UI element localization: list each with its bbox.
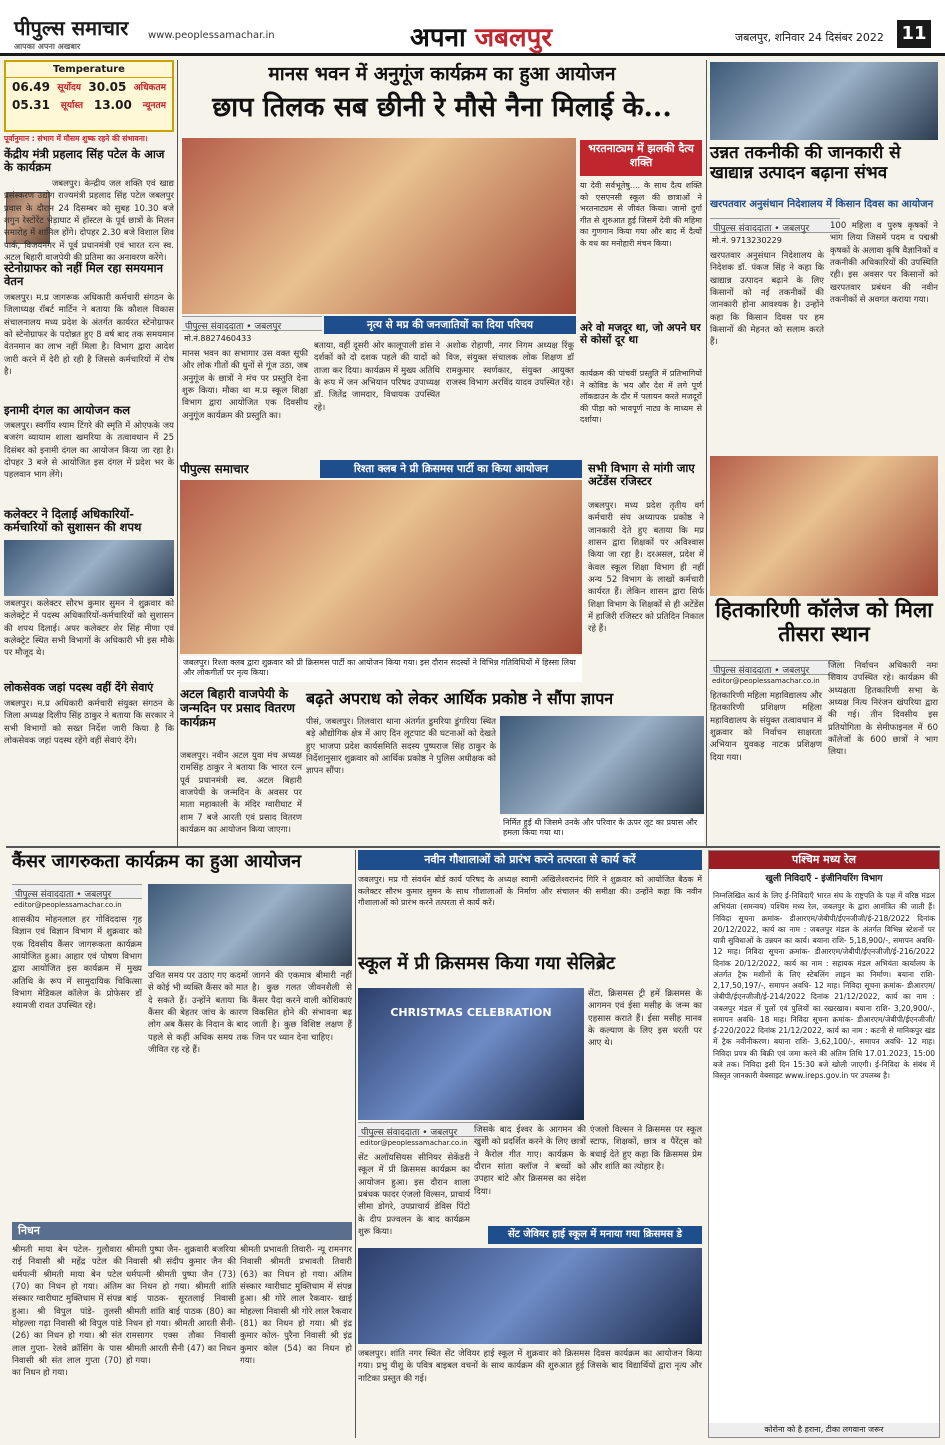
steno-body: जबलपुर। म.प्र जागरूक अधिकारी कर्मचारी संगठन के जिलाध्यक्ष रॉबर्ट मार्टिन ने बताया कि कौशल विकास संचालनालय मध्य प्रदेश के अंतर्गत कार्यरत स्टेनोग्राफर को स्टेनोग्राफर के पदोन्नत हुए 8 वर्ष बाद तक समयमान वेतनमान का लाभ नहीं मिला है। विभाग द्वारा आदेश जारी करने में देरी हो रही है जिससे कर्मचारियों में रोष है।	[4, 293, 174, 377]
obituary-col-2: श्रीमती पुष्पा जैन- शुक्रवारी बजरिया निवासी श्री संदीप कुमार जैन की धर्मपत्नी श्रीमती पुष्पा जैन (73) का निधन हो गया। श्रीमती शांति बाई पाठक- सूरतलाई निवासी श्रीमती शांति बाई पाठक (80) का निधन हो गया। श्रीमती आरती सैनी- रामसागर एक्स तौका निवासी श्रीमती आरती सैनी (47) का निधन हो गया।	[126, 1245, 236, 1366]
lead-banner: नृत्य से मप्र की जनजातियों का दिया परिचय	[324, 316, 576, 334]
farmers-col-1: खरपतवार अनुसंधान निदेशालय के निदेशक डॉ. पंकज सिंह ने कहा कि खाद्यान्न उत्पादन बढ़ाने के लिए किसानों को नई तकनीकों की जानकारी होना आवश्यक है। उन्होंने कहा कि किसान दिवस पर हम किसानों की मेहनत को सलाम करते हैं।	[710, 251, 824, 348]
school-side: सेंटा, क्रिसमस ट्री हमें क्रिसमस के आगमन एवं ईसा मसीह के जन्म का एहसास कराते हैं। ईसा मसीह मानव के कल्याण के लिए इस धरती पर आए थे।	[588, 989, 702, 1049]
xavier-body: जबलपुर। शांति नगर स्थित सेंट जेवियर हाई स्कूल में शुक्रवार को क्रिसमस दिवस कार्यक्रम का आयोजन किया गया। प्रभु यीशु के पवित्र बाइबल वचनों के साथ कार्यक्रम की शुरुआत हुई जिसके बाद विद्यार्थियों द्वारा नृत्य और नाटिका प्रस्तुत की गई।	[358, 1349, 702, 1384]
oath-body: जबलपुर। कलेक्टर सौरभ कुमार सुमन ने शुक्रवार को कलेक्ट्रेट में पदस्थ अधिकारियों-कर्मचारियों को सुशासन की शपथ दिलाई। अपर कलेक्टर शेर सिंह मीणा एवं कलेक्ट्रेट स्थित सभी विभागों के अधिकारी भी इस मौके पर मौजूद थे।	[4, 599, 174, 659]
railway-tender-box	[708, 850, 940, 1438]
obituary-title: निधन	[12, 1222, 352, 1240]
cancer-col-3: जागने की एकमात्र बीमारी नहीं है। कुछ गलत जीवनशैली से कैंसर पैदा करने वाली कोशिकाएं विकसित होने की संभावना बढ़ जाती है। कुछ विशिष्ट लक्षण हैं जिन पर ध्यान देना चाहिए।	[252, 971, 352, 1043]
college-headline: हितकारिणी कॉलेज को मिला तीसरा स्थान	[715, 597, 933, 647]
farmers-subheadline: खरपतवार अनुसंधान निदेशालय में किसान दिवस का आयोजन	[710, 199, 934, 210]
dangal-headline: इनामी दंगल का आयोजन कल	[4, 403, 131, 417]
section-rule	[6, 846, 940, 848]
minister-headline: केंद्रीय मंत्री प्रहलाद सिंह पटेल के आज के कार्यक्रम	[4, 147, 165, 175]
college-photo	[710, 456, 938, 596]
dangal-body: जबलपुर। स्वर्गीय श्याम टिंगरे की स्मृति में ओएफके जय बजरंग व्यायाम शाला खमरिया के तत्वावधान में 25 दिसंबर को इनामी दंगल का आयोजन किया जा रहा है। दोपहर 3 बजे से आयोजित इस दंगल में प्रदेश भर के पहलवान भाग लेंगे।	[4, 421, 174, 481]
newspaper-logo: पीपुल्स समाचार आपका अपना अखबार	[14, 16, 129, 51]
lead-kicker: मानस भवन में अनुगूंज कार्यक्रम का हुआ आयोजन	[268, 63, 616, 85]
lead-col-3: अशोक रोहाणी, नगर निगम अध्यक्ष रिंकू विज, संयुक्त संचालक लोक शिक्षण डॉ रामकुमार स्वर्णकार, संयुक्त आयुक्त राजस्व विभाग अरविंद यादव उपस्थित रहे।	[446, 341, 574, 388]
weather-forecast: पूर्वानुमान : संभाग में मौसम शुष्क रहने की संभावना।	[4, 134, 148, 143]
xavier-bar: सेंट जेवियर हाई स्कूल में मनाया गया क्रिसमस डे	[488, 1226, 702, 1244]
school-byline: पीपुल्स संवाददाता • जबलपुर	[358, 1122, 488, 1137]
atal-headline: अटल बिहारी वाजपेयी के जन्मदिन पर प्रसाद वितरण कार्यक्रम	[180, 687, 295, 729]
club-caption: जबलपुर। रिश्ता क्लब द्वारा शुक्रवार को प्री क्रिसमस पार्टी का आयोजन किया गया। इस दौरान सदस्यों ने विभिन्न गतिविधियों में हिस्सा लिया और लोकगीतों पर नृत्य किया।	[180, 656, 582, 682]
obituary-col-1: श्रीमती माया बेन पटेल- गुलौवारा राई निवासी श्री महेंद्र पटेल की धर्मपत्नी श्रीमती माया बेन पटेल (70) का निधन हो गया। अंतिम संस्कार ग्वारीघाट मुक्तिधाम में संपन्न हुआ। श्री विपुल पांडे- तुलसी मोहल्ला गढ़ा निवासी श्री विपुल पांडे (26) का निधन हो गया। श्री संत लाल गुप्ता- रेलवे क्रॉसिंग के पास निवासी श्री संत लाल गुप्ता (70) का निधन हो गया।	[12, 1245, 122, 1379]
xavier-photo	[358, 1248, 702, 1344]
college-col-2: जिला निर्वाचन अधिकारी नमः शिवाय उपस्थित रहे। कार्यक्रम की अध्यक्षता हितकारिणी सभा के अध्यक्ष नित्य निरंजन खंपरिया द्वारा की गई। तीन दिवसीय इस प्रतियोगिता के सेमीफाइनल में 60 कॉलेजों के 600 छात्रों ने भाग लिया।	[828, 661, 938, 758]
side-box-text: या देवी सर्वभूतेषु.... के साथ दैत्य शक्ति को एसएनसी स्कूल की छात्राओं ने भरतनाट्यम से जीवंत किया। जामो दुर्गा गीत से शुरुआत हुई जिसमें देवी की महिमा का गुणगान किया गया और बाद में दैत्यों के वध का मनोहारी मंचन किया।	[580, 181, 702, 248]
public-servant-headline: लोकसेवक जहां पदस्थ वहीं देंगे सेवाएं	[4, 681, 154, 694]
sunrise-row: 06.49 सूर्योदय 30.05 अधिकतम	[12, 80, 166, 94]
school-photo-banner: CHRISTMAS CELEBRATION	[390, 1006, 552, 1019]
atal-body: जबलपुर। नवीन अटल युवा मंच अध्यक्ष रामसिंह ठाकुर ने बताया कि भारत रत्न पूर्व प्रधानमंत्री स्व. अटल बिहारी वाजपेयी के जन्मदिन के अवसर पर माता महाकाली के मंदिर ग्वारीघाट में शाम 7 बजे आरती एवं प्रसाद वितरण कार्यक्रम का आयोजन किया जाएगा।	[180, 751, 302, 835]
club-logo: पीपुल्स समाचार	[180, 462, 249, 476]
school-col-2: जिसके बाद ईश्वर के आगमन की खुशी को प्रदर्शित करने के लिए छात्रों ने कैरोल गीत गाए। कार्यक्रम के दौरान सांता क्लॉज ने बच्चों को उपहार बांटे और क्रिसमस का संदेश दिया।	[474, 1125, 586, 1197]
lead-dance-photo	[182, 138, 576, 314]
issue-date: जबलपुर, शनिवार 24 दिसंबर 2022	[735, 31, 884, 44]
lead-headline: छाप तिलक सब छीनी रे मौसे नैना मिलाई के...	[212, 92, 672, 123]
farmers-mobile: मो.नं. 9713230229	[712, 236, 782, 245]
column-rule	[355, 850, 356, 1438]
lead-byline: पीपुल्स संवाददाता • जबलपुर	[182, 316, 322, 331]
lead-mobile: मो.नं.8827460433	[184, 334, 252, 343]
website-url[interactable]: www.peoplessamachar.in	[148, 30, 275, 41]
cancer-email[interactable]: editor@peoplessamachar.co.in	[14, 901, 122, 909]
weather-box	[4, 60, 174, 132]
school-col-3: एंजलो विल्सन ने क्रिसमस पर स्कूल स्टाफ, शिक्षकों, छात्र व पैरेंट्स को बधाई देते हुए कहा कि क्रिसमस प्रेम और शांति का त्योहार है।	[590, 1125, 702, 1172]
cancer-headline: कैंसर जागरुकता कार्यक्रम का हुआ आयोजन	[12, 851, 302, 872]
gaushala-body: जबलपुर। मप्र गौ संवर्धन बोर्ड कार्य परिषद के अध्यक्ष स्वामी अखिलेश्वरानंद गिरि ने शुक्रवार को आयोजित बैठक में कलेक्टर सौरभ कुमार सुमन के साथ गौशालाओं के निर्माण और संचालन की समीक्षा की। उन्होंने कहा कि नवीन गौशालाओं को प्रारंभ करने तत्परता से कार्य करें।	[358, 875, 702, 908]
column-rule	[177, 60, 178, 846]
cancer-col-1: शासकीय मोहनलाल हर गोविंददास गृह विज्ञान एवं विज्ञान विभाग में शुक्रवार को एक दिवसीय कैंसर जागरूकता कार्यक्रम आयोजित हुआ। आहार एवं पोषण विभाग द्वारा आयोजित इस कार्यक्रम में मुख्य अतिथि के रूप में सामुदायिक चिकित्सा विभाग मेडिकल कॉलेज के प्रोफेसर डॉ श्यामजी रावत उपस्थित रहे।	[12, 915, 142, 1012]
crime-caption: निर्मित हुई थी जिसमे उनके और परिवार के ऊपर लूट का प्रयास और हमला किया गया था।	[500, 816, 704, 842]
college-col-1: हितकारिणी महिला महाविद्यालय और हितकारिणी प्रशिक्षण महिला महाविद्यालय के संयुक्त तत्वावधान में शुक्रवार को निर्वाचन साक्षरता अभियान युवकड़ नाटक प्रशिक्षण दिया गया।	[710, 691, 822, 763]
gaushala-headline: नवीन गौशालाओं को प्रारंभ करने तत्परता से कार्य करें	[358, 850, 702, 870]
college-email[interactable]: editor@peoplessamachar.co.in	[712, 677, 820, 685]
side-box-title: भरतनाट्यम में झलकी दैत्य शक्ति	[580, 140, 702, 176]
farmers-byline: पीपुल्स संवाददाता • जबलपुर	[710, 218, 840, 233]
section-title: अपना जबलपुर	[410, 23, 553, 53]
side-box-title-2: अरे वो मजदूर था, जो अपने घर से कोसों दूर था	[580, 322, 701, 347]
crime-body: पीसं, जबलपुर। तिलवारा थाना अंतर्गत डुमरिया डुंगरिया स्थित बड़े औद्योगिक क्षेत्र में आए दिन लूटपाट की घटनाओं को देखते हुए भाजपा प्रदेश कार्यसमिति सदस्य पुष्पराज सिंह ठाकुर के निर्देशानुसार शुक्रवार को आर्थिक प्रकोष्ठ ने पुलिस अधीक्षक को ज्ञापन सौंपा।	[306, 717, 496, 777]
crime-headline: बढ़ते अपराध को लेकर आर्थिक प्रकोष्ठ ने सौंपा ज्ञापन	[306, 689, 614, 708]
steno-headline: स्टेनोग्राफर को नहीं मिल रहा समयमान वेतन	[4, 261, 163, 289]
public-servant-body: जबलपुर। म.प्र अधिकारी कर्मचारी संयुक्त संगठन के जिला अध्यक्ष दिलीप सिंह ठाकुर ने बताया कि सरकार ने सभी विभागों को सख्त निर्देश जारी किया है कि लोकसेवक जहां पदस्थ रहेंगे वहीं सेवाएं देंगे।	[4, 699, 174, 746]
college-byline: पीपुल्स संवाददाता • जबलपुर	[710, 660, 840, 675]
lead-col-1: मानस भवन का सभागार उस वक्त सूफी और लोक गीतों की धुनों से गूंज उठा, जब अनुगूंज के छात्रों ने मंच पर प्रस्तुति देना शुरू किया। मौका था म.प्र स्कूल शिक्षा विभाग द्वारा आयोजित एक दिवसीय अनुगूंज कार्यक्रम की प्रस्तुति का।	[182, 349, 308, 421]
club-headline: रिश्ता क्लब ने प्री क्रिसमस पार्टी का किया आयोजन	[320, 460, 582, 478]
railway-footer: कोरोना को है हराना, टीका लगवाना जरूर	[709, 1423, 939, 1437]
school-photo	[358, 988, 584, 1120]
column-rule	[706, 60, 707, 846]
oath-headline: कलेक्टर ने दिलाई अधिकारियों-कर्मचारियों को सुशासन की शपथ	[4, 507, 142, 535]
school-headline: स्कूल में प्री क्रिसमस किया गया सेलिब्रेट	[358, 953, 616, 974]
attendance-body: जबलपुर। मध्य प्रदेश तृतीय वर्ग कर्मचारी संघ अध्यापक प्रकोष्ठ ने जानकारी देते हुए बताया कि मप्र शासन द्वारा शिक्षकों पर अविश्वास किया जा रहा है। दरअसल, प्रदेश में केवल स्कूल शिक्षा विभाग ही नहीं अन्य 52 विभाग के लाखों कर्मचारी कार्यरत हैं। लेकिन शासन द्वारा सिर्फ शिक्षा विभाग के शिक्षकों से ही अटेंडेंस में हाजिरी रजिस्टर को प्रतिदिन निकाल रहे हैं।	[588, 501, 705, 635]
crime-photo	[500, 716, 704, 814]
railway-title: पश्चिम मध्य रेल	[709, 851, 939, 869]
railway-tender-text: निम्नलिखित कार्य के लिए ई-निविदाएँ भारत संघ के राष्ट्रपति के पक्ष में वरिष्ठ मंडल अभियंता (समन्वय) पश्चिम मध्य रेल, जबलपुर के द्वारा आमंत्रित की जाती हैं। निविदा सूचना क्रमांक- डीआरएम/जेबीपी/ईएनजीजी/ई-218/2022 दिनांक 20/12/2022, कार्य का नाम : जबलपुर मंडल के अंतर्गत विभिन्न स्टेशनों पर यात्री सुविधाओं के उन्नयन का कार्य। बयाना राशि- 5,18,900/-, समापन अवधि- 12 माह। निविदा सूचना क्रमांक- डीआरएम/जेबीपी/ईएनजीजी/ई-216/2022 दिनांक 20/12/2022, कार्य का नाम : सहायक मंडल अभियंता कार्यालय के अंतर्गत ट्रैक मशीनों के लिए स्टेबलिंग लाइन का निर्माण। बयाना राशि- 2,17,50,197/-, समापन अवधि- 12 माह। निविदा सूचना क्रमांक- डीआरएम/जेबीपी/ईएनजीजी/ई-214/2022 दिनांक 21/12/2022, कार्य का नाम : जबलपुर मंडल में पुलों एवं पुलियों का रखरखाव। बयाना राशि- 3,20,900/-, समापन अवधि- 18 माह। निविदा सूचना क्रमांक- डीआरएम/जेबीपी/ईएनजीजी/ई-220/2022 दिनांक 21/12/2022, कार्य का नाम : कटनी से मानिकपुर खंड में ट्रैक नवीनीकरण। बयाना राशि- 3,62,100/-, समापन अवधि- 12 माह। निविदा प्रपत्र की बिक्री एवं जमा करने की अंतिम तिथि 17.01.2023, 15:00 बजे तक। निविदा इसी दिन 15:30 बजे खोली जाएगी। ई-निविदा के संबंध में विस्तृत जानकारी वेबसाइट www.ireps.gov.in पर उपलब्ध है।	[713, 891, 935, 1080]
masthead	[0, 0, 945, 56]
school-email[interactable]: editor@peoplessamachar.co.in	[360, 1139, 468, 1147]
attendance-headline: सभी विभाग से मांगी जाए अटेंडेंस रजिस्टर	[588, 461, 695, 489]
cancer-col-2: उचित समय पर उठाए गए कदमों से कोई भी व्यक्ति कैंसर को मात दे सकते हैं। उन्होंने बताया कि कैंसर की बेहतर जांच के कारण लोग अब कैंसर के निदान के बाद पहले से कहीं अधिक समय तक जीवित रह रहे हैं।	[148, 971, 248, 1055]
farmers-col-2: 100 महिला व पुरुष कृषकों ने भाग लिया जिसमें पदम व पद्मश्री कृषकों के अलावा कृषि वैज्ञानिकों व तकनीकी अधिकारियों की उपस्थिति रही। इस अवसर पर किसानों को खरपतवार प्रबंधन की नवीन तकनीकों से अवगत कराया गया।	[830, 221, 938, 305]
club-photo	[180, 480, 582, 654]
oath-photo	[4, 540, 174, 596]
school-col-1: सेंट अलॉयसियस सीनियर सेकेंडरी स्कूल में प्री क्रिसमस कार्यक्रम का आयोजन हुआ। इस दौरान शाला प्रबंधक फादर एंजलो विल्सन, प्राचार्य सीमा डोगरे, उपप्राचार्य डेविस पिंटो के दीप प्रज्वलन के बाद कार्यक्रम शुरू किया।	[358, 1153, 470, 1237]
weather-title: Temperature	[6, 62, 172, 78]
farmers-day-photo	[710, 62, 938, 140]
cancer-byline: पीपुल्स संवाददाता • जबलपुर	[12, 884, 142, 899]
page-number: 11	[897, 20, 931, 48]
cancer-photo	[148, 884, 352, 966]
sunset-row: 05.31 सूर्यास्त 13.00 न्यूनतम	[12, 98, 166, 112]
side-box-text-2: कार्यक्रम की पांचवीं प्रस्तुति में प्रतिभागियों ने कोविड के भय और देश में लगे पूर्ण लॉकडाउन के दौर में पलायन करते मजदूरों की पीड़ा को भावपूर्ण नाट्य के माध्यम से दर्शाया।	[580, 369, 702, 425]
lead-col-2: बताया, वहीं दूसरी ओर कालूपाली डांस ने दर्शकों को दो दशक पहले की यादों को ताजा कर दिया। कार्यक्रम में मुख्य अतिथि के रूप में जन अभियान परिषद उपाध्यक्ष डॉ. जितेंद्र जामदार, विधायक उपस्थित रहे।	[314, 341, 440, 413]
railway-subtitle: खुली निविदाएँ - इंजीनियरिंग विभाग	[765, 874, 883, 884]
obituary-col-3: श्रीमती प्रभावती तिवारी- न्यू रामनगर निवासी श्रीमती प्रभावती तिवारी (63) का निधन हो गया। अंतिम संस्कार ग्वारीघाट मुक्तिधाम में संपन्न हुआ। श्री गोरे लाल रैकवार- खाई मोहल्ला निवासी श्री गोरे लाल रैकवार (81) का निधन हो गया। श्री इंद्र कुमार कोल- पुरैना निवासी श्री इंद्र कुमार कोल (54) का निधन हो गया।	[240, 1245, 352, 1366]
farmers-headline: उन्नत तकनीकी की जानकारी से खाद्यान्न उत्पादन बढ़ाना संभव	[710, 143, 901, 183]
minister-body: जबलपुर। केन्द्रीय जल शक्ति एवं खाद्य प्रसंस्करण उद्योग राज्यमंत्री प्रहलाद सिंह पटेल जबलपुर प्रवास के दौरान 24 दिसम्बर को सुबह 10.30 बजे शगुन रेस्टोरेंट भेड़ाघाट में हॉस्टल के पूर्व छात्रों के मिलन समारोह में शामिल होंगे। दोपहर 2.30 बजे विशाल शिव पार्क, विजयनगर में पूर्व प्रधानमंत्री एवं भारत रत्न स्व. अटल बिहारी वाजपेयी की प्रतिमा का अनावरण करेंगे।	[4, 179, 174, 263]
